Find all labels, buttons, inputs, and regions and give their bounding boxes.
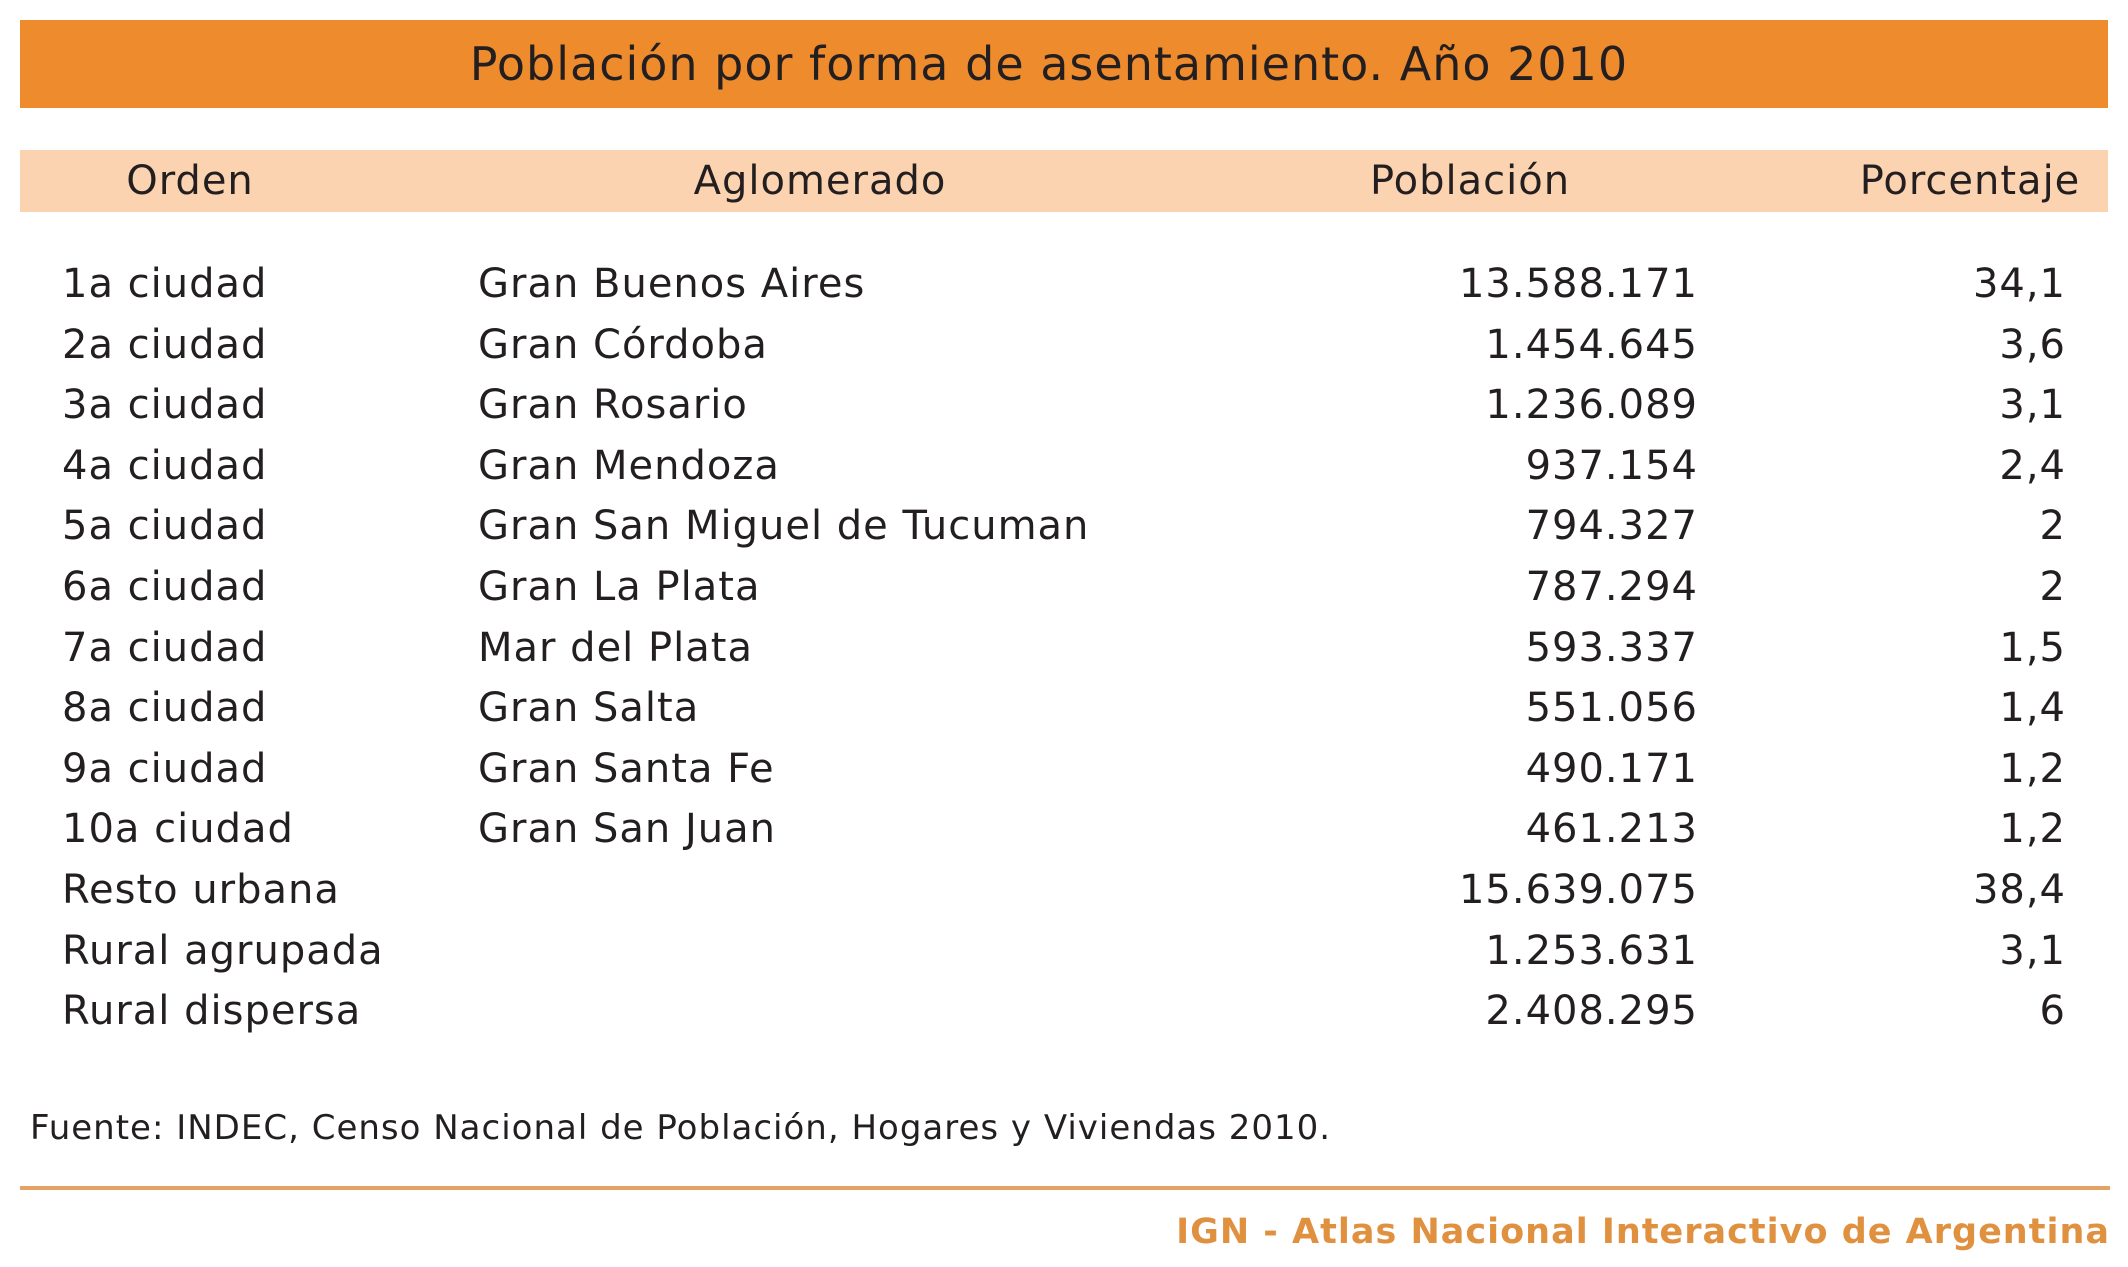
cell-porcentaje: 3,1 bbox=[1999, 927, 2066, 974]
table-row bbox=[0, 557, 2128, 618]
cell-poblacion: 593.337 bbox=[1525, 624, 1698, 671]
table-row bbox=[0, 496, 2128, 557]
cell-poblacion: 13.588.171 bbox=[1458, 261, 1698, 307]
cell-poblacion: 1.454.645 bbox=[1485, 321, 1698, 368]
cell-aglomerado: Gran Rosario bbox=[478, 382, 748, 429]
cell-orden: 7a ciudad bbox=[62, 624, 268, 671]
cell-poblacion: 2.408.295 bbox=[1485, 988, 1698, 1035]
table-row bbox=[0, 981, 2128, 1042]
cell-aglomerado: Gran Santa Fe bbox=[478, 745, 775, 792]
cell-porcentaje: 6 bbox=[2039, 988, 2066, 1035]
cell-orden: 9a ciudad bbox=[62, 745, 268, 792]
cell-aglomerado: Gran La Plata bbox=[478, 563, 761, 610]
cell-poblacion: 490.171 bbox=[1525, 745, 1698, 792]
table-row bbox=[0, 921, 2128, 982]
cell-poblacion: 937.154 bbox=[1525, 442, 1698, 489]
cell-poblacion: 1.253.631 bbox=[1485, 927, 1698, 974]
cell-poblacion: 787.294 bbox=[1525, 563, 1698, 610]
table-row bbox=[0, 436, 2128, 497]
cell-poblacion: 461.213 bbox=[1525, 806, 1698, 853]
table-row bbox=[0, 860, 2128, 921]
cell-aglomerado: Gran San Juan bbox=[478, 806, 776, 853]
cell-orden: 8a ciudad bbox=[62, 685, 268, 732]
table-row bbox=[0, 799, 2128, 860]
table-row bbox=[0, 618, 2128, 679]
cell-poblacion: 1.236.089 bbox=[1485, 382, 1698, 429]
cell-orden: 4a ciudad bbox=[62, 442, 268, 489]
cell-aglomerado: Gran Córdoba bbox=[478, 321, 768, 368]
cell-poblacion: 15.639.075 bbox=[1458, 866, 1698, 913]
cell-porcentaje: 2 bbox=[2039, 503, 2066, 550]
cell-porcentaje: 2,4 bbox=[1999, 442, 2066, 489]
cell-porcentaje: 3,6 bbox=[1999, 321, 2066, 368]
table-header-row bbox=[20, 150, 2108, 212]
cell-orden: 6a ciudad bbox=[62, 563, 268, 610]
cell-aglomerado: Gran Mendoza bbox=[478, 442, 780, 489]
table-row bbox=[0, 739, 2128, 800]
table-row bbox=[0, 315, 2128, 376]
header-orden: Orden bbox=[126, 158, 254, 204]
cell-orden: Rural agrupada bbox=[62, 927, 384, 974]
cell-porcentaje: 34,1 bbox=[1972, 261, 2066, 307]
header-porcentaje: Porcentaje bbox=[1859, 158, 2081, 204]
cell-orden: 5a ciudad bbox=[62, 503, 268, 550]
cell-orden: 2a ciudad bbox=[62, 321, 268, 368]
cell-orden: 10a ciudad bbox=[62, 806, 294, 853]
cell-aglomerado: Gran Buenos Aires bbox=[478, 261, 866, 307]
cell-aglomerado: Mar del Plata bbox=[478, 624, 753, 671]
cell-aglomerado: Gran Salta bbox=[478, 685, 700, 732]
cell-porcentaje: 38,4 bbox=[1972, 866, 2066, 913]
header-aglomerado: Aglomerado bbox=[693, 158, 947, 204]
source-note: Fuente: INDEC, Censo Nacional de Población, Hogares y Viviendas 2010. bbox=[30, 1108, 1332, 1148]
page-title: Población por forma de asentamiento. Año 2010 bbox=[469, 37, 1629, 91]
table-body bbox=[0, 254, 2128, 1042]
title-bar bbox=[20, 20, 2108, 108]
cell-porcentaje: 1,4 bbox=[1999, 685, 2066, 732]
cell-porcentaje: 1,5 bbox=[1999, 624, 2066, 671]
table-row bbox=[0, 678, 2128, 739]
cell-orden: 3a ciudad bbox=[62, 382, 268, 429]
footer-divider bbox=[20, 1186, 2110, 1190]
cell-poblacion: 794.327 bbox=[1525, 503, 1698, 550]
table-row bbox=[0, 375, 2128, 436]
cell-porcentaje: 1,2 bbox=[1999, 806, 2066, 853]
cell-porcentaje: 2 bbox=[2039, 563, 2066, 610]
cell-orden: Rural dispersa bbox=[62, 988, 362, 1035]
header-poblacion: Población bbox=[1369, 158, 1571, 204]
cell-porcentaje: 3,1 bbox=[1999, 382, 2066, 429]
table-row bbox=[0, 254, 2128, 315]
cell-orden: Resto urbana bbox=[62, 866, 340, 913]
footer-credit: IGN - Atlas Nacional Interactivo de Argentina bbox=[1176, 1212, 2110, 1252]
cell-porcentaje: 1,2 bbox=[1999, 745, 2066, 792]
cell-poblacion: 551.056 bbox=[1525, 685, 1698, 732]
cell-orden: 1a ciudad bbox=[62, 261, 268, 307]
cell-aglomerado: Gran San Miguel de Tucuman bbox=[478, 503, 1090, 550]
